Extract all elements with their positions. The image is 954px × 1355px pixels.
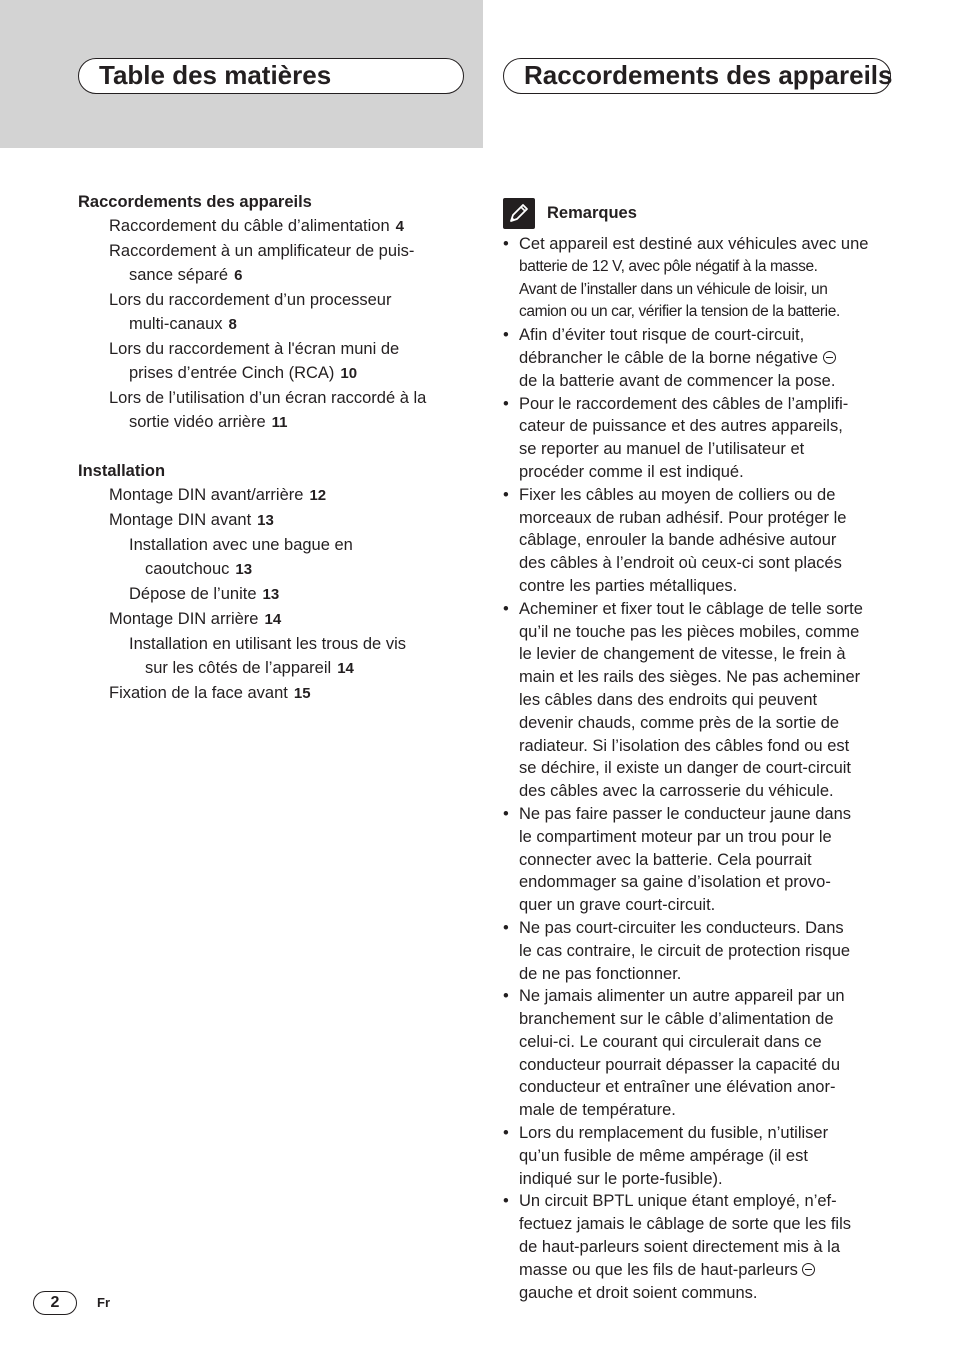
note-line-text: procéder comme il est indiqué.	[519, 462, 744, 481]
toc-section-heading: Installation	[78, 462, 166, 480]
toc-entry-text	[78, 557, 473, 582]
note-line	[519, 963, 895, 986]
toc-entry[interactable]	[78, 483, 473, 508]
note-line	[519, 529, 895, 552]
note-line	[519, 1213, 895, 1236]
notes-list	[503, 233, 895, 1304]
note-line	[519, 1236, 895, 1259]
note-line	[519, 1122, 895, 1145]
toc-entry-text	[78, 263, 473, 288]
note-line	[519, 370, 895, 393]
note-item	[503, 917, 895, 985]
note-line	[519, 484, 895, 507]
note-line	[519, 598, 895, 621]
toc-entry-text	[78, 337, 473, 361]
note-line-text: quer un grave court-circuit.	[519, 896, 716, 915]
note-line-text: male de température.	[519, 1101, 676, 1120]
note-line-text: batterie de 12 V, avec pôle négatif à la masse.	[519, 257, 818, 275]
table-of-contents	[78, 190, 473, 706]
note-line	[519, 552, 895, 575]
note-line-text: Pour le raccordement des câbles de l’amplifi-	[519, 394, 849, 413]
toc-entry-line: Raccordement à un amplificateur de puis-	[109, 242, 415, 260]
note-line-text: endommager sa gaine d’isolation et provo-	[519, 873, 831, 892]
note-item	[503, 393, 895, 484]
toc-entry-line: Montage DIN arrière	[109, 610, 259, 628]
toc-entry-text	[78, 386, 473, 410]
note-item	[503, 484, 895, 598]
note-line	[519, 233, 895, 256]
note-line-text: de ne pas fonctionner.	[519, 964, 682, 983]
toc-page-number: 12	[309, 487, 327, 504]
toc-entry-line: prises d’entrée Cinch (RCA)	[129, 364, 335, 382]
toc-entry-text	[78, 656, 473, 681]
language-code: Fr	[97, 1295, 110, 1310]
note-item	[503, 1190, 895, 1304]
toc-entry-text	[78, 508, 473, 533]
note-line	[519, 1282, 895, 1305]
note-line	[519, 940, 895, 963]
note-item	[503, 803, 895, 917]
note-line-text: Lors du remplacement du fusible, n’utiliser	[519, 1124, 829, 1143]
negative-terminal-icon	[802, 1263, 815, 1276]
note-line-text: les câbles dans des endroits qui peuvent	[519, 690, 818, 709]
toc-entry-text	[78, 288, 473, 312]
note-line	[519, 985, 895, 1008]
note-line-text: le cas contraire, le circuit de protection risque	[519, 941, 851, 960]
toc-entry-line: Installation en utilisant les trous de vis	[129, 635, 406, 653]
note-line	[519, 1099, 895, 1122]
toc-entry-line: sur les côtés de l’appareil	[145, 659, 332, 677]
toc-entry-line: Installation avec une bague en	[129, 536, 353, 554]
note-line	[519, 712, 895, 735]
note-line-text: conducteur et entraîner une élévation anor-	[519, 1078, 836, 1097]
negative-terminal-icon	[823, 351, 836, 364]
note-line	[519, 507, 895, 530]
note-line-text: le levier de changement de vitesse, le frein à	[519, 645, 846, 664]
toc-entry[interactable]	[78, 508, 473, 533]
toc-entry[interactable]	[78, 386, 473, 435]
toc-entry-line: sance séparé	[129, 266, 229, 284]
note-line-text: câblage, enrouler la bande adhésive autour	[519, 531, 837, 550]
note-line	[519, 1054, 895, 1077]
note-line-text: Cet appareil est destiné aux véhicules avec une	[519, 235, 869, 253]
note-line	[519, 735, 895, 758]
toc-entry-text	[78, 239, 473, 263]
note-line-text: radiateur. Si l’isolation des câbles fond ou est	[519, 736, 850, 755]
note-item	[503, 233, 895, 324]
toc-entry[interactable]	[78, 533, 473, 582]
note-line	[519, 666, 895, 689]
note-line	[519, 1031, 895, 1054]
note-line	[519, 803, 895, 826]
note-line-text: Ne pas court-circuiter les conducteurs. Dans	[519, 918, 844, 937]
note-line-text: des câbles avec la carrosserie du véhicule.	[519, 782, 834, 801]
toc-entry-text	[78, 312, 473, 337]
note-line-text: fectuez jamais le câblage de sorte que les fils	[519, 1215, 852, 1234]
note-line	[519, 780, 895, 803]
toc-entry[interactable]	[78, 607, 473, 632]
note-line-text: celui-ci. Le courant qui circulerait dans ce	[519, 1032, 822, 1051]
toc-entry[interactable]	[78, 681, 473, 706]
note-line	[519, 575, 895, 598]
note-line	[519, 1190, 895, 1213]
note-line-text: conducteur pourrait dépasser la capacité du	[519, 1055, 841, 1074]
note-line	[519, 1259, 895, 1282]
toc-entry-text	[78, 607, 473, 632]
note-line	[519, 917, 895, 940]
note-line	[519, 826, 895, 849]
note-item	[503, 324, 895, 392]
toc-entry[interactable]	[78, 582, 473, 607]
note-line	[519, 1008, 895, 1031]
page-number: 2	[33, 1291, 77, 1315]
note-line-text: morceaux de ruban adhésif. Pour protéger le	[519, 508, 847, 527]
note-line-text: Acheminer et fixer tout le câblage de telle sorte	[519, 599, 863, 618]
toc-entry-line: sortie vidéo arrière	[129, 413, 266, 431]
toc-page-number: 13	[262, 586, 280, 603]
note-line	[519, 1076, 895, 1099]
toc-entry-text	[78, 361, 473, 386]
note-line-text: cateur de puissance et des autres appareils,	[519, 417, 843, 436]
note-line	[519, 347, 895, 370]
note-line-text: Ne pas faire passer le conducteur jaune dans	[519, 804, 852, 823]
toc-entry-line: multi-canaux	[129, 315, 223, 333]
toc-entry-text	[78, 681, 473, 706]
toc-entry-line: Lors du raccordement à l'écran muni de	[109, 340, 400, 358]
note-item	[503, 985, 895, 1122]
note-line	[519, 849, 895, 872]
note-line-text: qu’un fusible de même ampérage (il est	[519, 1146, 808, 1165]
note-line-text: des câbles à l’endroit où ceux-ci sont placés	[519, 554, 842, 573]
note-line	[519, 461, 895, 484]
toc-entry[interactable]	[78, 288, 473, 337]
toc-entry-line: Montage DIN avant	[109, 511, 252, 529]
toc-page-number: 11	[271, 414, 288, 431]
toc-entry[interactable]	[78, 337, 473, 386]
note-line	[519, 256, 895, 279]
toc-page-number: 13	[257, 512, 274, 529]
toc-title: Table des matières	[78, 58, 464, 94]
note-line	[519, 621, 895, 644]
note-line	[519, 279, 895, 302]
note-line-text: Fixer les câbles au moyen de colliers ou de	[519, 485, 836, 504]
section-gap	[78, 435, 473, 459]
note-item	[503, 1122, 895, 1190]
note-line-text: qu’il ne touche pas les pièces mobiles, comme	[519, 622, 860, 641]
toc-page-number: 13	[235, 561, 253, 578]
note-line-text: Afin d’éviter tout risque de court-circuit,	[519, 326, 805, 345]
toc-entry[interactable]	[78, 632, 473, 681]
toc-page-number: 14	[264, 611, 282, 628]
note-line-text: camion ou un car, vérifier la tension de la batterie.	[519, 303, 840, 321]
note-line	[519, 1145, 895, 1168]
note-line-text: Ne jamais alimenter un autre appareil par un	[519, 987, 845, 1006]
note-line-text: se reporter au manuel de l’utilisateur et	[519, 440, 805, 459]
toc-entry-line: Raccordement du câble d’alimentation	[109, 217, 390, 235]
note-line-text: se déchire, il existe un danger de court-circuit	[519, 759, 851, 778]
toc-entry-line: caoutchouc	[145, 560, 230, 578]
note-line-text: Un circuit BPTL unique étant employé, n’ef-	[519, 1192, 837, 1211]
note-line	[519, 894, 895, 917]
toc-entry-text	[78, 483, 473, 508]
note-line	[519, 1168, 895, 1191]
note-line	[519, 324, 895, 347]
note-line-text: de haut-parleurs soient directement mis à la	[519, 1238, 840, 1257]
toc-page-number: 15	[293, 685, 311, 702]
toc-entry-text	[78, 632, 473, 656]
pencil-note-icon	[503, 198, 535, 229]
note-line	[519, 393, 895, 416]
note-line-text: indiqué sur le porte-fusible).	[519, 1169, 723, 1188]
toc-entry-text	[78, 582, 473, 607]
toc-section-heading: Raccordements des appareils	[78, 193, 312, 211]
note-line-text: main et les rails des sièges. Ne pas acheminer	[519, 668, 861, 687]
notes-header	[503, 197, 895, 229]
toc-entry-line: Montage DIN avant/arrière	[109, 486, 304, 504]
toc-page-number: 4	[395, 218, 405, 235]
toc-entry-line: Fixation de la face avant	[109, 684, 288, 702]
note-item	[503, 598, 895, 803]
toc-entry-text	[78, 410, 473, 435]
toc-entry-text	[78, 214, 473, 239]
toc-entry-line: Lors de l’utilisation d’un écran raccordé à la	[109, 389, 427, 407]
toc-entry-text	[78, 533, 473, 557]
note-line-text: contre les parties métalliques.	[519, 576, 738, 595]
note-line-text: débrancher le câble de la borne négative	[519, 348, 819, 367]
note-line-text: le compartiment moteur par un trou pour le	[519, 827, 832, 846]
toc-entry-line: Lors du raccordement d’un processeur	[109, 291, 392, 309]
notes-panel	[503, 197, 895, 1304]
toc-page-number: 14	[337, 660, 354, 677]
toc-page-number: 10	[340, 365, 358, 382]
toc-entry[interactable]	[78, 214, 473, 239]
notes-title: Remarques	[547, 203, 637, 222]
section-title: Raccordements des appareils	[503, 58, 891, 94]
note-line	[519, 415, 895, 438]
note-line-text: connecter avec la batterie. Cela pourrait	[519, 850, 812, 869]
note-line	[519, 689, 895, 712]
note-line	[519, 301, 895, 324]
note-line	[519, 871, 895, 894]
note-line-text: de la batterie avant de commencer la pose.	[519, 371, 836, 390]
note-line	[519, 757, 895, 780]
toc-entry[interactable]	[78, 239, 473, 288]
note-line-text: masse ou que les fils de haut-parleurs	[519, 1260, 798, 1279]
note-line-text: devenir chauds, comme près de la sortie de	[519, 713, 840, 732]
note-line	[519, 643, 895, 666]
toc-page-number: 8	[228, 316, 237, 333]
note-line-text: gauche et droit soient communs.	[519, 1283, 758, 1302]
toc-page-number: 6	[234, 267, 243, 284]
toc-entry-line: Dépose de l’unite	[129, 585, 257, 603]
note-line	[519, 438, 895, 461]
note-line-text: branchement sur le câble d’alimentation de	[519, 1010, 834, 1029]
note-line-text: Avant de l’installer dans un véhicule de loisir, un	[519, 280, 828, 298]
